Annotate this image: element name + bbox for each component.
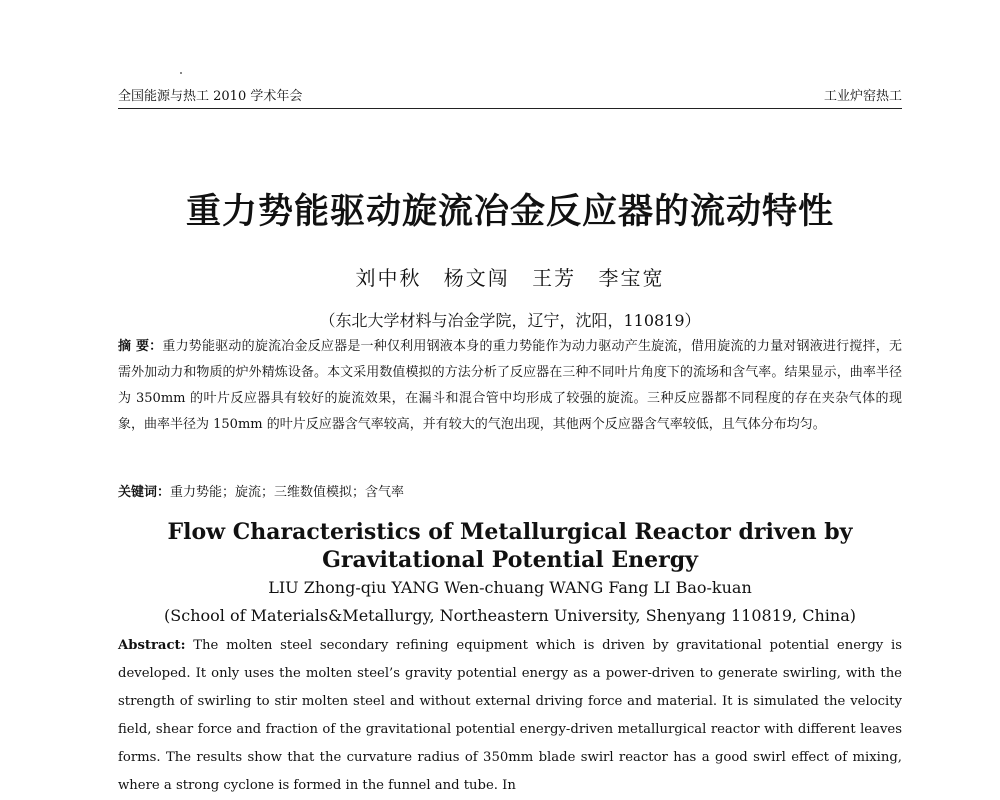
abstract-cn xyxy=(118,334,902,438)
scan-speck xyxy=(180,72,182,74)
running-header xyxy=(118,86,902,109)
authors-cn: 刘中秋 杨文闯 王芳 李宝宽 xyxy=(355,266,665,290)
paper-title-en: Flow Characteristics of Metallurgical Reactor driven by Gravitational Potential Energy xyxy=(167,519,853,573)
abstract-en-text: The molten steel secondary refining equipment which is driven by gravitational potential energy is developed. It only uses the molten steel’s gravity potential energy as a power-driven to generate swirling, with the strength of swirling to stir molten steel and without external driving force and material. It is simulated the velocity field, shear force and fraction of the gravitational potential energy-driven metallurgical reactor with different leaves forms. The results show that the curvature radius of 350mm blade swirl reactor has a good swirl effect of mixing, where a strong cyclone is formed in the funnel and tube. In xyxy=(118,638,902,793)
header-conference: 全国能源与热工 2010 学术年会 xyxy=(118,89,303,104)
abstract-en-label: Abstract: xyxy=(118,638,186,653)
authors-en: LIU Zhong-qiu YANG Wen-chuang WANG Fang LI Bao-kuan xyxy=(268,578,752,597)
abstract-cn-text: 重力势能驱动的旋流冶金反应器是一种仅利用钢液本身的重力势能作为动力驱动产生旋流，借用旋流的力量对钢液进行搅拌，无需外加动力和物质的炉外精炼设备。本文采用数值模拟的方法分析了反应器在三种不同叶片角度下的流场和含气率。结果显示，曲率半径为 350mm 的叶片反应器具有较好的旋流效果，在漏斗和混合管中均形成了较强的旋流。三种反应器都不同程度的存在夹杂气体的现象，曲率半径为 150mm 的叶片反应器含气率较高，并有较大的气泡出现，其他两个反应器含气率较低，且气体分布均匀。 xyxy=(118,339,902,432)
keywords-cn-label: 关键词： xyxy=(118,485,171,500)
affiliation-en: (School of Materials&Metallurgy, Northeastern University, Shenyang 110819, China) xyxy=(164,606,856,625)
affiliation-cn: （东北大学材料与冶金学院，辽宁，沈阳，110819） xyxy=(319,311,701,330)
abstract-cn-label: 摘 要： xyxy=(118,339,163,354)
keywords-cn xyxy=(118,482,902,504)
paper-title-cn: 重力势能驱动旋流冶金反应器的流动特性 xyxy=(185,191,834,232)
header-section: 工业炉窑热工 xyxy=(823,89,902,104)
abstract-en xyxy=(118,632,902,800)
keywords-cn-text: 重力势能；旋流；三维数值模拟；含气率 xyxy=(170,485,405,500)
